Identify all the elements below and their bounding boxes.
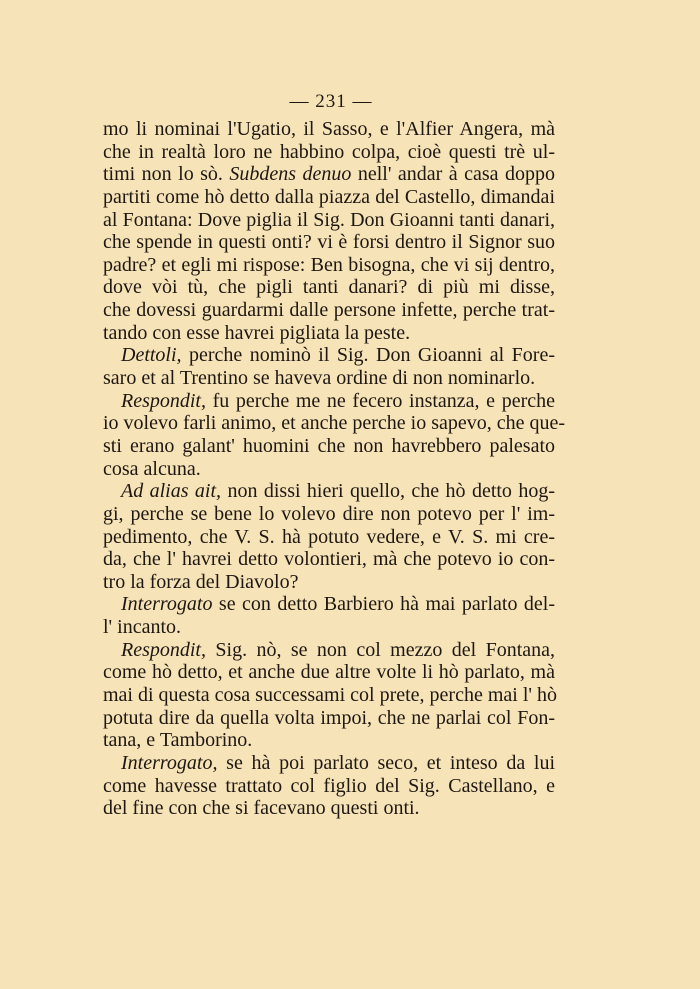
text-run: fu perche me ne fecero instanza, e perche <box>206 389 555 412</box>
text-run: partiti come hò detto dalla piazza del Castello, dimandai <box>103 185 555 208</box>
text-run: saro et al Trentino se haveva ordine di non nominarlo. <box>103 367 536 390</box>
text-run: che spende in questi onti? vi è forsi dentro il Signor suo <box>103 231 555 254</box>
italic-phrase: Ad alias ait, <box>121 480 222 503</box>
text-run: mai di questa cosa successami col prete, perche mai l' hò <box>103 684 557 707</box>
text-line <box>103 412 566 435</box>
italic-phrase: Subdens denuo <box>229 163 352 186</box>
text-line <box>103 548 555 571</box>
text-line <box>103 729 555 752</box>
text-line <box>103 661 555 684</box>
text-line <box>103 209 555 232</box>
text-line <box>103 593 555 616</box>
text-run: da, che l' havrei detto volontieri, mà che potevo io con- <box>103 548 555 571</box>
text-line <box>103 322 555 345</box>
text-run: l' incanto. <box>103 616 182 639</box>
text-run: non dissi hieri quello, che hò detto hog- <box>221 480 555 503</box>
text-line <box>103 435 555 458</box>
text-line <box>103 390 555 413</box>
text-line <box>103 367 555 390</box>
body-text <box>103 118 566 820</box>
text-line <box>103 797 555 820</box>
text-run: cosa alcuna. <box>103 457 201 480</box>
text-run: gi, perche se bene lo volevo dire non potevo per l' im- <box>103 502 555 525</box>
text-run: padre? et egli mi rispose: Ben bisogna, che vi sij dentro, <box>103 253 555 276</box>
text-line <box>103 503 555 526</box>
text-run: pedimento, che V. S. hà potuto vedere, e V. S. mi cre- <box>103 525 555 548</box>
text-line <box>103 118 555 141</box>
text-line <box>103 752 555 775</box>
text-run: come hò detto, et anche due altre volte li hò parlato, mà <box>103 661 555 684</box>
text-run: Sig. nò, se non col mezzo del Fontana, <box>206 638 555 661</box>
text-line <box>103 571 555 594</box>
text-line <box>103 231 555 254</box>
text-run: mo li nominai l'Ugatio, il Sasso, e l'Alfier Angera, mà <box>103 118 555 140</box>
text-line <box>103 616 555 639</box>
text-run: al Fontana: Dove piglia il Sig. Don Gioanni tanti danari, <box>103 208 555 231</box>
text-line <box>103 480 555 503</box>
italic-phrase: Interrogato, <box>121 751 218 774</box>
text-run: se hà poi parlato seco, et inteso da lui <box>217 751 555 774</box>
italic-phrase: Dettoli, <box>121 344 182 367</box>
text-line <box>103 526 555 549</box>
text-line <box>103 299 555 322</box>
text-run: tro la forza del Diavolo? <box>103 570 299 593</box>
page-number: — 231 — <box>289 91 373 112</box>
text-run: se con detto Barbiero hà mai parlato del- <box>212 593 555 616</box>
text-run: come havesse trattato col figlio del Sig. Castellano, e <box>103 774 555 797</box>
text-line <box>103 186 555 209</box>
text-run: tana, e Tamborino. <box>103 729 253 752</box>
text-line <box>103 141 555 164</box>
text-line <box>103 639 555 662</box>
text-run: io volevo farli animo, et anche perche io sapevo, che que- <box>103 412 566 435</box>
text-run: che in realtà loro ne habbino colpa, cioè questi trè ul- <box>103 140 555 163</box>
italic-phrase: Interrogato <box>121 593 213 616</box>
text-run: nell' andar à casa doppo <box>351 163 555 186</box>
text-run: che dovessi guardarmi dalle persone infette, perche trat- <box>103 299 555 322</box>
text-line <box>103 254 555 277</box>
text-line <box>103 684 555 707</box>
text-run: sti erano galant' huomini che non havrebbero palesato <box>103 434 555 457</box>
text-line <box>103 344 555 367</box>
text-line <box>103 458 555 481</box>
text-run: timi non lo sò. <box>103 163 230 186</box>
text-run: perche nominò il Sig. Don Gioanni al Fore- <box>181 344 555 367</box>
text-run: dove vòi tù, che pigli tanti danari? di più mi disse, <box>103 276 555 299</box>
italic-phrase: Respondit, <box>121 389 206 412</box>
text-run: tando con esse havrei pigliata la peste. <box>103 321 411 344</box>
text-line <box>103 775 555 798</box>
text-run: del fine con che si facevano questi onti. <box>103 797 420 820</box>
text-line <box>103 707 555 730</box>
text-run: potuta dire da quella volta impoi, che ne parlai col Fon- <box>103 706 555 729</box>
text-line <box>103 276 555 299</box>
text-line <box>103 163 555 186</box>
italic-phrase: Respondit, <box>121 638 206 661</box>
